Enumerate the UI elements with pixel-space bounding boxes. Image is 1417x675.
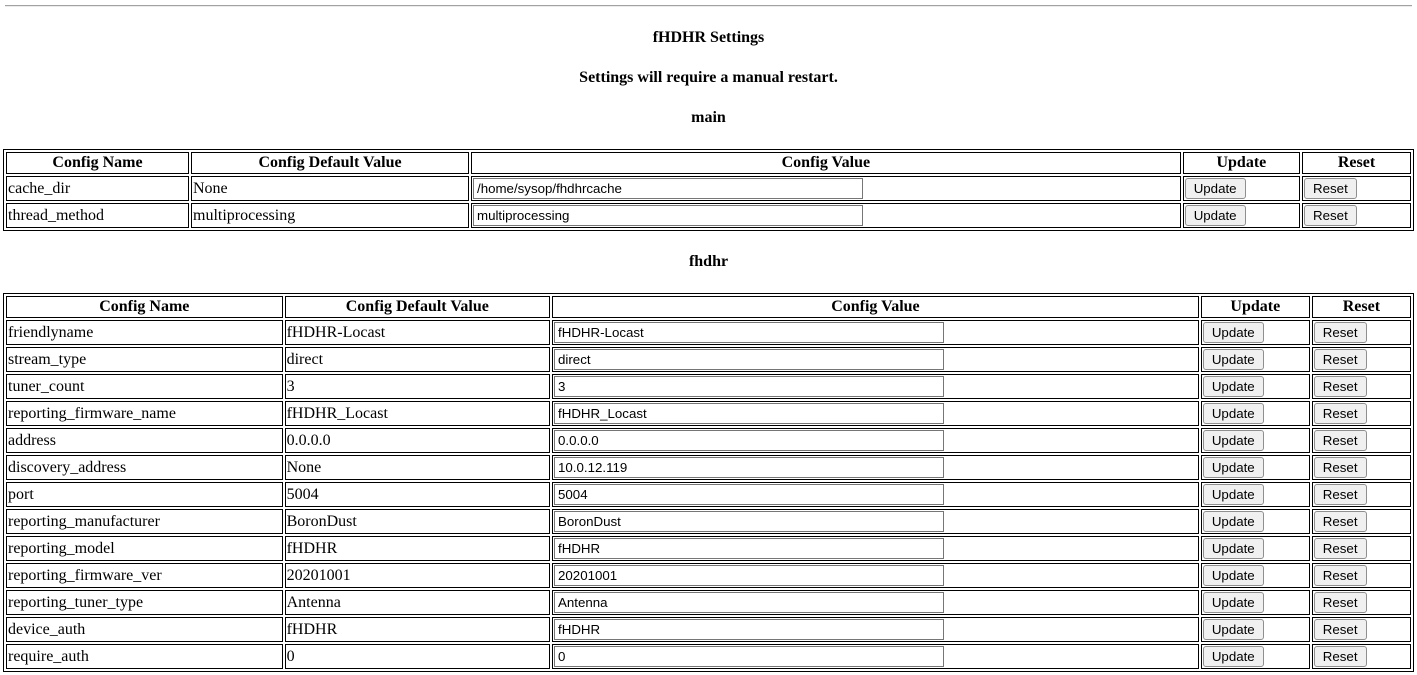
column-header-update: Update	[1201, 296, 1310, 318]
reset-button[interactable]: Reset	[1314, 511, 1367, 532]
config-value-input[interactable]	[554, 457, 944, 478]
update-cell	[1201, 347, 1310, 372]
config-row-stream_type	[6, 347, 1411, 372]
config-value-cell	[552, 482, 1199, 507]
config-row-port	[6, 482, 1411, 507]
config-value-cell	[552, 347, 1199, 372]
config-row-tuner_count	[6, 374, 1411, 399]
reset-button[interactable]: Reset	[1314, 619, 1367, 640]
config-default-value-cell: 5004	[285, 482, 550, 507]
config-name-cell: discovery_address	[6, 455, 283, 480]
update-button[interactable]: Update	[1203, 484, 1264, 505]
config-value-input[interactable]	[554, 646, 944, 667]
config-value-input[interactable]	[554, 322, 944, 343]
update-cell	[1201, 590, 1310, 615]
column-header-reset: Reset	[1312, 296, 1411, 318]
reset-button[interactable]: Reset	[1314, 565, 1367, 586]
header-row	[6, 152, 1411, 174]
config-value-cell	[552, 536, 1199, 561]
config-row-reporting_tuner_type	[6, 590, 1411, 615]
config-default-value-cell: direct	[285, 347, 550, 372]
update-button[interactable]: Update	[1203, 403, 1264, 424]
config-default-value-cell: BoronDust	[285, 509, 550, 534]
reset-cell	[1312, 617, 1411, 642]
config-value-cell	[552, 455, 1199, 480]
config-value-cell	[552, 590, 1199, 615]
config-row-reporting_firmware_name	[6, 401, 1411, 426]
reset-cell	[1312, 536, 1411, 561]
reset-cell	[1312, 428, 1411, 453]
config-value-cell	[552, 428, 1199, 453]
config-default-value-cell: 3	[285, 374, 550, 399]
config-name-cell: friendlyname	[6, 320, 283, 345]
config-sections	[3, 109, 1414, 672]
config-name-cell: stream_type	[6, 347, 283, 372]
column-header-reset: Reset	[1302, 152, 1411, 174]
column-header-config-value: Config Value	[471, 152, 1181, 174]
config-row-reporting_model	[6, 536, 1411, 561]
reset-cell	[1302, 176, 1411, 201]
config-default-value-cell: fHDHR	[285, 536, 550, 561]
config-value-input[interactable]	[554, 376, 944, 397]
config-name-cell: cache_dir	[6, 176, 189, 201]
update-button[interactable]: Update	[1203, 430, 1264, 451]
config-value-cell	[552, 374, 1199, 399]
reset-button[interactable]: Reset	[1314, 376, 1367, 397]
config-default-value-cell: multiprocessing	[191, 203, 469, 228]
config-row-discovery_address	[6, 455, 1411, 480]
config-table-fhdhr	[3, 293, 1414, 672]
update-button[interactable]: Update	[1203, 457, 1264, 478]
update-cell	[1201, 401, 1310, 426]
config-section-main	[3, 109, 1414, 231]
config-name-cell: device_auth	[6, 617, 283, 642]
config-row-friendlyname	[6, 320, 1411, 345]
config-default-value-cell: fHDHR_Locast	[285, 401, 550, 426]
reset-cell	[1302, 203, 1411, 228]
config-row-reporting_firmware_ver	[6, 563, 1411, 588]
config-value-cell	[552, 401, 1199, 426]
config-table-main	[3, 149, 1414, 231]
config-value-input[interactable]	[554, 511, 944, 532]
update-cell	[1201, 563, 1310, 588]
page-title: fHDHR Settings	[652, 29, 765, 46]
config-row-address	[6, 428, 1411, 453]
update-button[interactable]: Update	[1203, 511, 1264, 532]
update-cell	[1201, 374, 1310, 399]
config-value-input[interactable]	[554, 592, 944, 613]
reset-button[interactable]: Reset	[1314, 403, 1367, 424]
config-value-cell	[552, 509, 1199, 534]
top-divider	[5, 5, 1412, 7]
config-value-input[interactable]	[554, 619, 944, 640]
config-value-cell	[471, 203, 1181, 228]
config-name-cell: require_auth	[6, 644, 283, 669]
config-name-cell: reporting_firmware_name	[6, 401, 283, 426]
update-button[interactable]: Update	[1203, 349, 1264, 370]
reset-cell	[1312, 401, 1411, 426]
config-default-value-cell: Antenna	[285, 590, 550, 615]
config-name-cell: reporting_model	[6, 536, 283, 561]
update-cell	[1201, 536, 1310, 561]
config-name-cell: port	[6, 482, 283, 507]
column-header-config-value: Config Value	[552, 296, 1199, 318]
reset-cell	[1312, 509, 1411, 534]
config-name-cell: reporting_firmware_ver	[6, 563, 283, 588]
update-button[interactable]: Update	[1185, 178, 1246, 199]
update-cell	[1201, 482, 1310, 507]
reset-button[interactable]: Reset	[1314, 538, 1367, 559]
reset-cell	[1312, 347, 1411, 372]
config-value-input[interactable]	[554, 565, 944, 586]
reset-cell	[1312, 590, 1411, 615]
header-row	[6, 296, 1411, 318]
config-row-reporting_manufacturer	[6, 509, 1411, 534]
config-name-cell: reporting_manufacturer	[6, 509, 283, 534]
config-default-value-cell: 0.0.0.0	[285, 428, 550, 453]
config-value-input[interactable]	[554, 430, 944, 451]
reset-button[interactable]: Reset	[1314, 349, 1367, 370]
reset-button[interactable]: Reset	[1314, 592, 1367, 613]
column-header-config-name: Config Name	[6, 296, 283, 318]
config-value-input[interactable]	[554, 403, 944, 424]
reset-button[interactable]: Reset	[1314, 646, 1367, 667]
config-value-input[interactable]	[554, 538, 944, 559]
section-title-main: main	[691, 109, 726, 126]
config-value-cell	[552, 320, 1199, 345]
config-default-value-cell: None	[191, 176, 469, 201]
config-value-input[interactable]	[473, 178, 863, 199]
reset-cell	[1312, 563, 1411, 588]
config-value-cell	[552, 563, 1199, 588]
page-subtitle: Settings will require a manual restart.	[579, 69, 838, 86]
update-button[interactable]: Update	[1185, 205, 1246, 226]
update-cell	[1201, 428, 1310, 453]
update-cell	[1201, 644, 1310, 669]
reset-button[interactable]: Reset	[1304, 178, 1357, 199]
config-section-fhdhr	[3, 253, 1414, 672]
config-value-input[interactable]	[554, 349, 944, 370]
update-button[interactable]: Update	[1203, 376, 1264, 397]
config-name-cell: thread_method	[6, 203, 189, 228]
update-cell	[1201, 509, 1310, 534]
reset-cell	[1312, 374, 1411, 399]
config-value-cell	[552, 617, 1199, 642]
reset-button[interactable]: Reset	[1314, 430, 1367, 451]
update-button[interactable]: Update	[1203, 619, 1264, 640]
update-button[interactable]: Update	[1203, 592, 1264, 613]
config-value-input[interactable]	[473, 205, 863, 226]
config-row-device_auth	[6, 617, 1411, 642]
update-cell	[1201, 617, 1310, 642]
update-button[interactable]: Update	[1203, 646, 1264, 667]
update-cell	[1183, 176, 1300, 201]
config-value-input[interactable]	[554, 484, 944, 505]
update-cell	[1201, 320, 1310, 345]
reset-button[interactable]: Reset	[1314, 484, 1367, 505]
config-default-value-cell: fHDHR-Locast	[285, 320, 550, 345]
reset-cell	[1312, 320, 1411, 345]
reset-button[interactable]: Reset	[1314, 457, 1367, 478]
update-button[interactable]: Update	[1203, 565, 1264, 586]
update-cell	[1201, 455, 1310, 480]
config-value-cell	[552, 644, 1199, 669]
config-name-cell: address	[6, 428, 283, 453]
reset-cell	[1312, 644, 1411, 669]
config-row-thread_method	[6, 203, 1411, 228]
update-button[interactable]: Update	[1203, 538, 1264, 559]
update-cell	[1183, 203, 1300, 228]
column-header-config-default-value: Config Default Value	[285, 296, 550, 318]
section-title-fhdhr: fhdhr	[688, 253, 729, 270]
column-header-config-name: Config Name	[6, 152, 189, 174]
config-name-cell: tuner_count	[6, 374, 283, 399]
config-default-value-cell: 0	[285, 644, 550, 669]
column-header-update: Update	[1183, 152, 1300, 174]
reset-cell	[1312, 455, 1411, 480]
column-header-config-default-value: Config Default Value	[191, 152, 469, 174]
config-default-value-cell: 20201001	[285, 563, 550, 588]
reset-button[interactable]: Reset	[1314, 322, 1367, 343]
config-row-require_auth	[6, 644, 1411, 669]
config-row-cache_dir	[6, 176, 1411, 201]
reset-cell	[1312, 482, 1411, 507]
config-default-value-cell: None	[285, 455, 550, 480]
config-value-cell	[471, 176, 1181, 201]
config-name-cell: reporting_tuner_type	[6, 590, 283, 615]
update-button[interactable]: Update	[1203, 322, 1264, 343]
reset-button[interactable]: Reset	[1304, 205, 1357, 226]
config-default-value-cell: fHDHR	[285, 617, 550, 642]
